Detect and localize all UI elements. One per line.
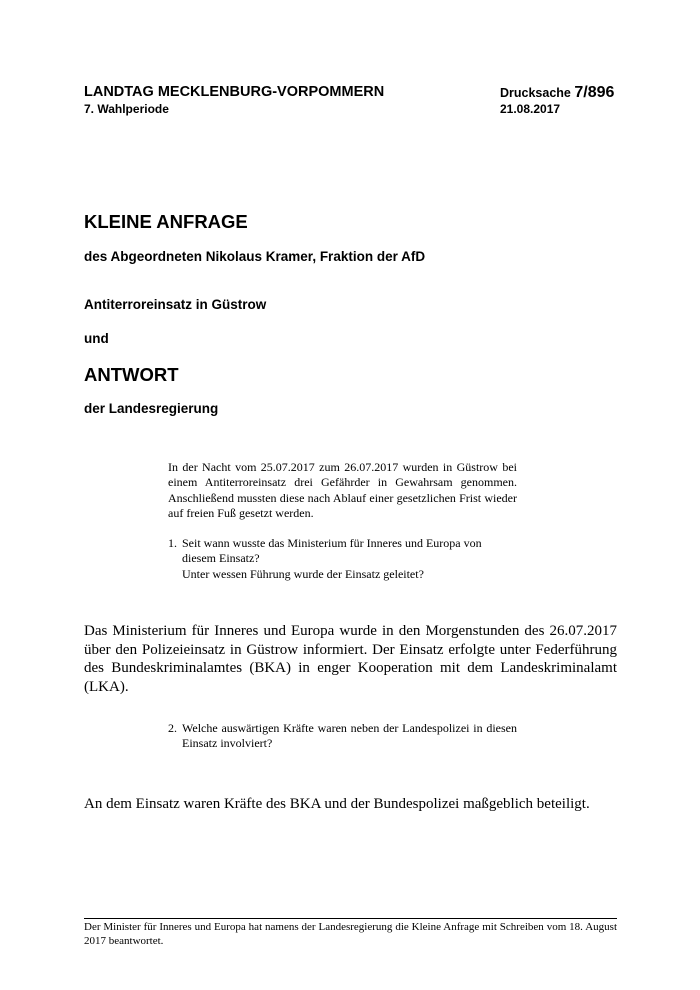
- question-number: 1.: [168, 536, 177, 550]
- question-text: Welche auswärtigen Kräfte waren neben der Landespolizei in diesen Einsatz involviert?: [182, 721, 517, 751]
- preamble-text: In der Nacht vom 25.07.2017 zum 26.07.2017 wurden in Güstrow bei einem Antiterroreinsatz drei Gefährder in Gewahrsam genommen. Anschließend mussten diese nach Ablauf einer gesetzlichen Frist wieder auf freien Fuß gesetzt werden.: [168, 460, 517, 521]
- kleine-anfrage-heading: KLEINE ANFRAGE: [84, 211, 248, 232]
- drucksache-number: 7/896: [574, 84, 615, 101]
- question-number: 2.: [168, 721, 177, 735]
- question-text-line: Seit wann wusste das Ministerium für Inneres und Europa von diesem Einsatz?: [182, 536, 482, 566]
- question-1: [168, 536, 517, 582]
- question-text-line: Unter wessen Führung wurde der Einsatz geleitet?: [182, 566, 424, 581]
- drucksache-label: Drucksache: [500, 86, 575, 100]
- question-text: [182, 536, 517, 582]
- drucksache: [500, 84, 614, 102]
- antwort-heading: ANTWORT: [84, 364, 179, 385]
- landesregierung-line: der Landesregierung: [84, 401, 219, 416]
- answer-1: Das Ministerium für Inneres und Europa wurde in den Morgenstunden des 26.07.2017 über den Polizeieinsatz in Güstrow informiert. Der Einsatz erfolgte unter Federführung des Bundeskriminalamtes (BKA) in enger Kooperation mit dem Landeskriminalamt (LKA).: [84, 623, 617, 696]
- und-line: und: [84, 331, 109, 346]
- member-line: des Abgeordneten Nikolaus Kramer, Fraktion der AfD: [84, 249, 426, 264]
- footnote: Der Minister für Inneres und Europa hat namens der Landesregierung die Kleine Anfrage mit Schreiben vom 18. August 2017 beantwortet.: [84, 921, 617, 947]
- answer-2: An dem Einsatz waren Kräfte des BKA und der Bundespolizei maßgeblich beteiligt.: [84, 796, 590, 812]
- footnote-divider: [84, 918, 617, 919]
- parliament-name: LANDTAG MECKLENBURG-VORPOMMERN: [84, 84, 385, 100]
- topic-title: Antiterroreinsatz in Güstrow: [84, 297, 267, 312]
- electoral-period: 7. Wahlperiode: [84, 102, 169, 116]
- document-date: 21.08.2017: [500, 102, 561, 116]
- question-2: [168, 721, 517, 752]
